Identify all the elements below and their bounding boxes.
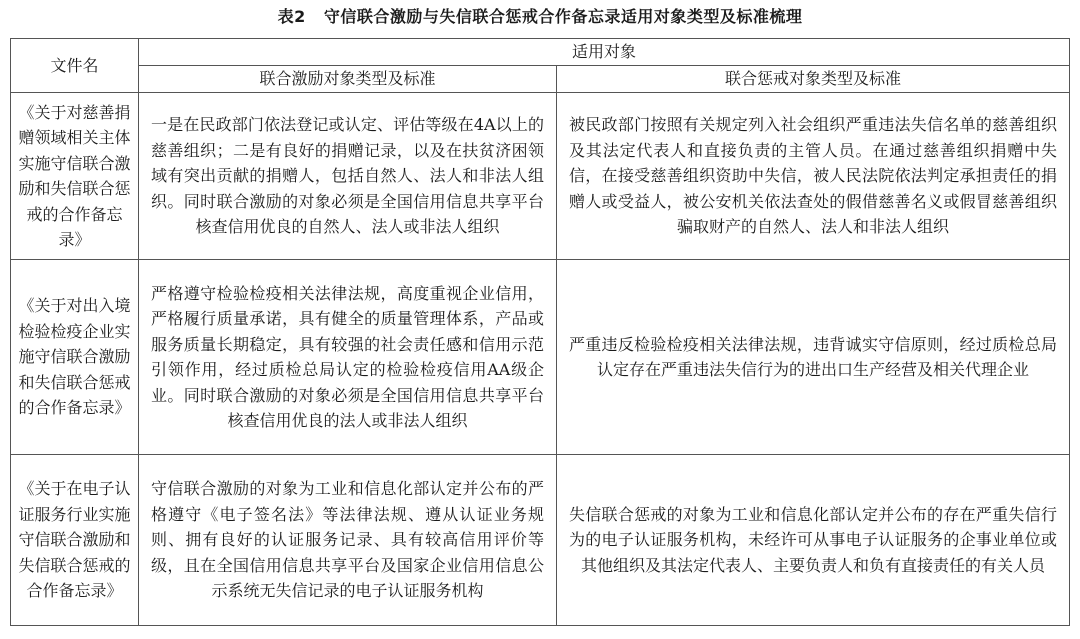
punishment-cell: 失信联合惩戒的对象为工业和信息化部认定并公布的存在严重失信行为的电子认证服务机构，未经许可从事电子认证服务的企事业单位或其他组织及其法定代表人、主要负责人和负有直接责任的有关人员 xyxy=(557,455,1070,626)
standards-table xyxy=(10,38,1070,626)
incentive-cell: 守信联合激励的对象为工业和信息化部认定并公布的严格遵守《电子签名法》等法律法规、遵从认证业务规则、拥有良好的认证服务记录、具有较高信用评价等级，且在全国信用信息共享平台及国家企业信用信息公示系统无失信记录的电子认证服务机构 xyxy=(139,455,557,626)
punishment-cell: 被民政部门按照有关规定列入社会组织严重违法失信名单的慈善组织及其法定代表人和直接负责的主管人员。在通过慈善组织捐赠中失信，在接受慈善组织资助中失信，被人民法院依法判定承担责任的捐赠人或受益人，被公安机关依法查处的假借慈善名义或假冒慈善组织骗取财产的自然人、法人和非法人组织 xyxy=(557,93,1070,260)
document-cell: 《关于对慈善捐赠领域相关主体实施守信联合激励和失信联合惩戒的合作备忘录》 xyxy=(11,93,139,260)
incentive-cell: 严格遵守检验检疫相关法律法规，高度重视企业信用，严格履行质量承诺，具有健全的质量管理体系，产品或服务质量长期稳定，具有较强的社会责任感和信用示范引领作用，经过质检总局认定的检验检疫信用AA级企业。同时联合激励的对象必须是全国信用信息共享平台核查信用优良的法人或非法人组织 xyxy=(139,260,557,455)
header-incentive: 联合激励对象类型及标准 xyxy=(139,66,557,93)
header-document-name: 文件名 xyxy=(11,39,139,93)
table-number: 表2 xyxy=(277,7,306,26)
table-row xyxy=(11,260,1070,455)
table-row xyxy=(11,455,1070,626)
document-cell: 《关于在电子认证服务行业实施守信联合激励和失信联合惩戒的合作备忘录》 xyxy=(11,455,139,626)
table-title: 守信联合激励与失信联合惩戒合作备忘录适用对象类型及标准梳理 xyxy=(323,7,803,26)
incentive-cell: 一是在民政部门依法登记或认定、评估等级在4A以上的慈善组织；二是有良好的捐赠记录，以及在扶贫济困领域有突出贡献的捐赠人，包括自然人、法人和非法人组织。同时联合激励的对象必须是全国信用信息共享平台核查信用优良的自然人、法人或非法人组织 xyxy=(139,93,557,260)
header-row-top xyxy=(11,39,1070,66)
punishment-cell: 严重违反检验检疫相关法律法规，违背诚实守信原则，经过质检总局认定存在严重违法失信行为的进出口生产经营及相关代理企业 xyxy=(557,260,1070,455)
header-punishment: 联合惩戒对象类型及标准 xyxy=(557,66,1070,93)
table-caption xyxy=(0,0,1080,34)
document-cell: 《关于对出入境检验检疫企业实施守信联合激励和失信联合惩戒的合作备忘录》 xyxy=(11,260,139,455)
table-row xyxy=(11,93,1070,260)
header-row-sub xyxy=(11,66,1070,93)
header-applicable-objects: 适用对象 xyxy=(139,39,1070,66)
